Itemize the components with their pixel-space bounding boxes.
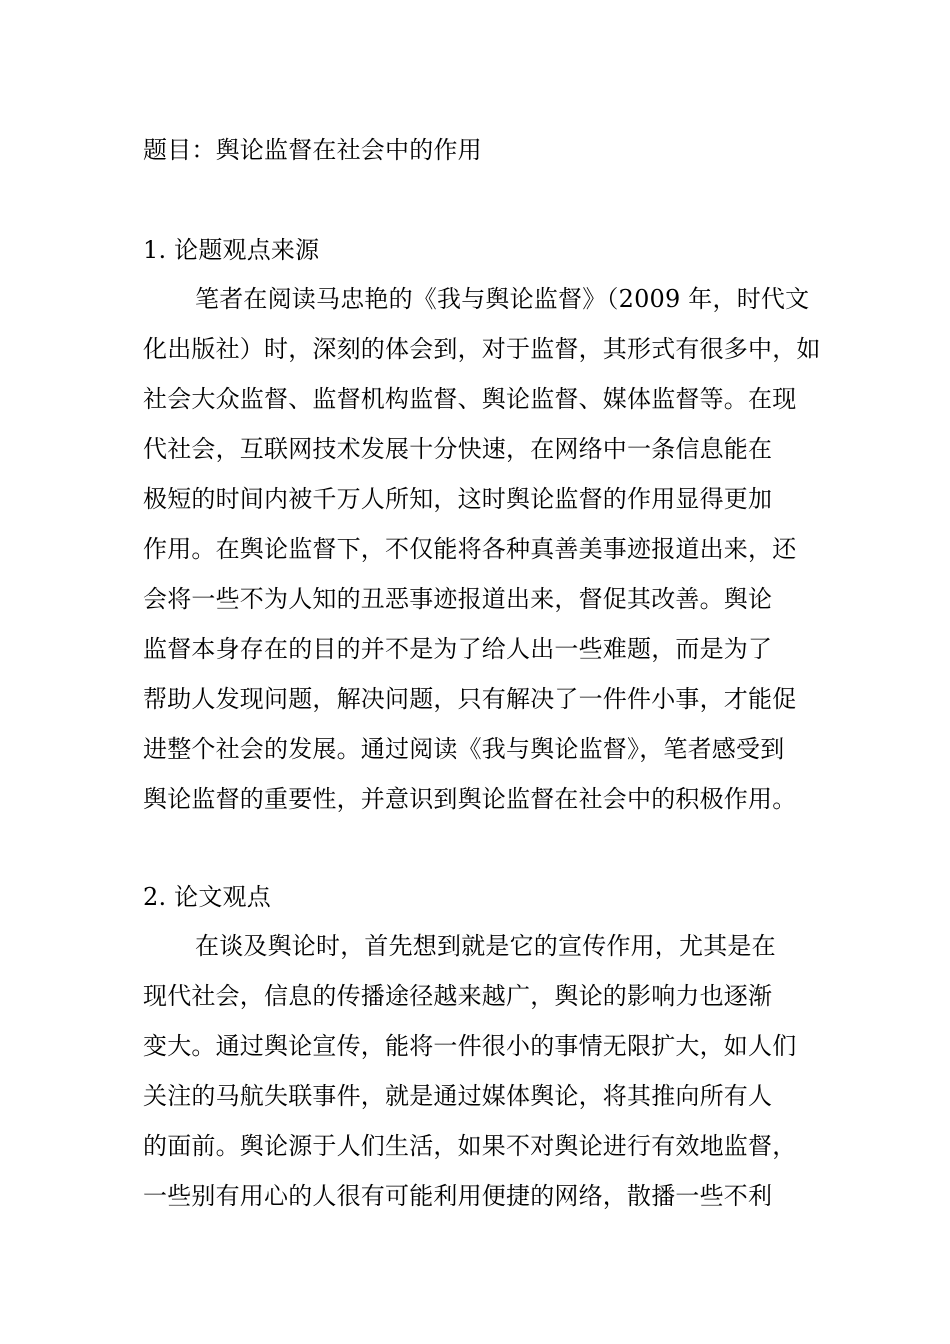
section-1-line-6: 作用。在舆论监督下，不仅能将各种真善美事迹报道出来，还 [143, 535, 797, 563]
section-1-line-2: 化出版社）时，深刻的体会到，对于监督，其形式有很多中，如 [143, 335, 821, 363]
section-1-line-10: 进整个社会的发展。通过阅读《我与舆论监督》，笔者感受到 [143, 735, 785, 763]
section-2-line-1: 在谈及舆论时，首先想到就是它的宣传作用，尤其是在 [195, 932, 776, 960]
section-2-line-4: 关注的马航失联事件，就是通过媒体舆论，将其推向所有人 [143, 1082, 773, 1110]
section-1-line-8: 监督本身存在的目的并不是为了给人出一些难题，而是为了 [143, 635, 773, 663]
section-1-heading: 1. 论题观点来源 [143, 236, 320, 264]
section-1-line-7: 会将一些不为人知的丑恶事迹报道出来，督促其改善。舆论 [143, 585, 773, 613]
section-1-line-4: 代社会，互联网技术发展十分快速，在网络中一条信息能在 [143, 435, 773, 463]
section-2-line-3: 变大。通过舆论宣传，能将一件很小的事情无限扩大，如人们 [143, 1032, 797, 1060]
section-1-line-9: 帮助人发现问题，解决问题，只有解决了一件件小事，才能促 [143, 685, 797, 713]
section-2-heading: 2. 论文观点 [143, 883, 271, 911]
section-1-line-3: 社会大众监督、监督机构监督、舆论监督、媒体监督等。在现 [143, 385, 797, 413]
section-2-line-6: 一些别有用心的人很有可能利用便捷的网络，散播一些不利 [143, 1182, 773, 1210]
section-1-line-5: 极短的时间内被千万人所知，这时舆论监督的作用显得更加 [143, 485, 773, 513]
section-1-line-11: 舆论监督的重要性，并意识到舆论监督在社会中的积极作用。 [143, 785, 797, 813]
document-title: 题目：舆论监督在社会中的作用 [143, 136, 482, 164]
section-1-line-1: 笔者在阅读马忠艳的《我与舆论监督》（2009 年，时代文 [195, 285, 810, 313]
section-2-line-2: 现代社会，信息的传播途径越来越广，舆论的影响力也逐渐 [143, 982, 773, 1010]
section-2-line-5: 的面前。舆论源于人们生活，如果不对舆论进行有效地监督， [143, 1132, 797, 1160]
